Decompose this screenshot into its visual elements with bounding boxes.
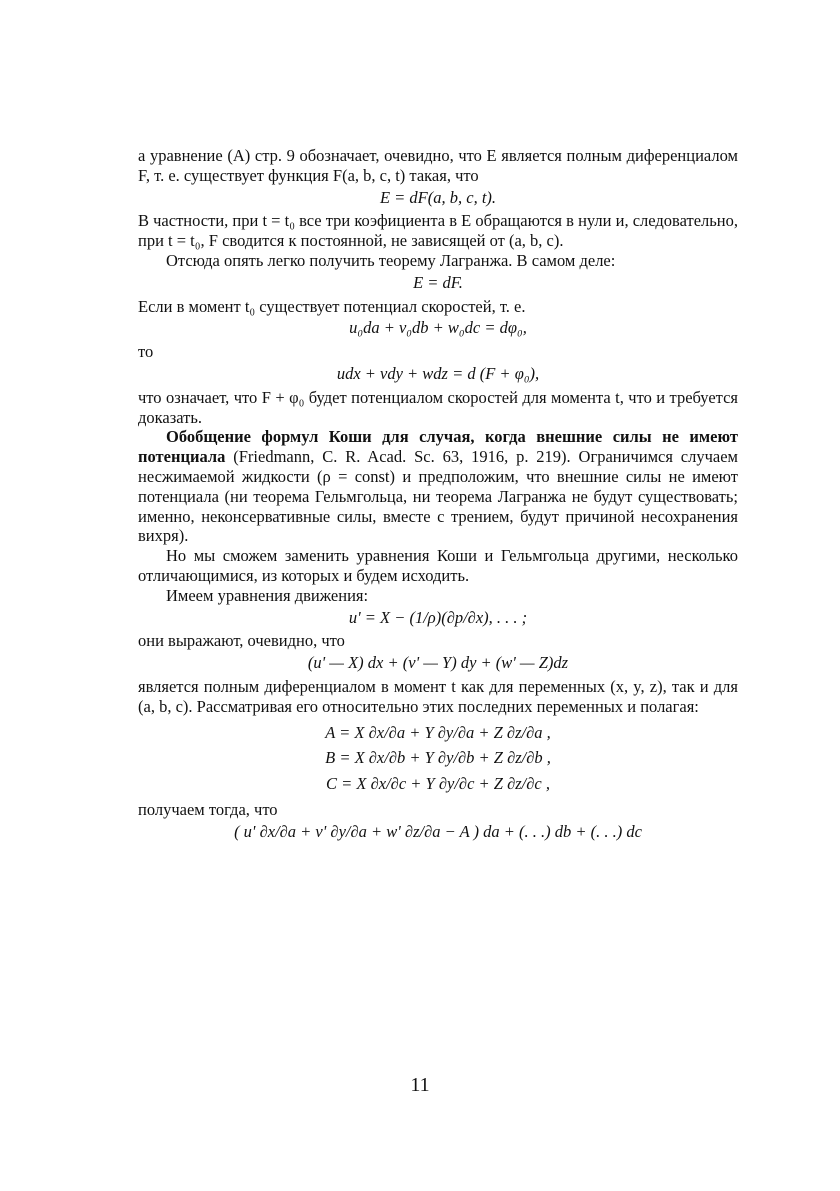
page-number: 11 xyxy=(410,1074,430,1096)
formula-a: A = X ∂x/∂a + Y ∂y/∂a + Z ∂z/∂a , xyxy=(325,722,551,742)
word-to: то xyxy=(138,342,154,362)
section-heading: Обобщение формул Коши для случая, когда внешние силы не имеют потенциала xyxy=(138,427,738,467)
paragraph-9: они выражают, очевидно, что xyxy=(138,631,345,651)
paragraph-6-text: (Friedmann, C. R. Acad. Sc. 63, 1916, p. 219). Ограничимся случаем несжимаемой жидкости (ρ = const) и предположим, что внешние силы не имеют потенциала (ни теорема Гельмгольца, ни теорема Лагранжа не будут существовать; именно, неконсервативные силы, вместе с трением, будут причиной несохранения вихря). xyxy=(138,447,738,546)
formula-motion: u' = X − (1/ρ)(∂p/∂x), . . . ; xyxy=(348,607,528,627)
paragraph-5: что означает, что F + φ₀ будет потенциалом скоростей для момента t, что и требуется доказать. xyxy=(138,387,738,427)
formula-potential-t0: u₀da + v₀db + w₀dc = dφ₀, xyxy=(349,318,527,338)
paragraph-8: Имеем уравнения движения: xyxy=(166,585,369,605)
paragraph-11: получаем тогда, что xyxy=(138,799,278,819)
paragraph-6 xyxy=(138,427,738,546)
formula-e-df: E = dF(a, b, c, t). xyxy=(379,187,497,207)
paragraph-3: Отсюда опять легко получить теорему Лагранжа. В самом деле: xyxy=(166,250,616,270)
paragraph-1: а уравнение (A) стр. 9 обозначает, очевидно, что E является полным диференциалом F, т. е. существует функция F(a, b, c, t) такая, что xyxy=(138,146,738,185)
formula-e-equals-df: E = dF. xyxy=(413,272,463,292)
paragraph-10: является полным диференциалом в момент t как для переменных (x, y, z), так и для (a, b, c). Рассматривая его относительно этих последних переменных и полагая: xyxy=(138,676,738,716)
paragraph-7: Но мы сможем заменить уравнения Коши и Гельмгольца другими, несколько отличающимися, из которых и будем исходить. xyxy=(138,546,738,585)
paragraph-2: В частности, при t = t₀ все три коэфициента в E обращаются в нули и, следовательно, при t = t₀, F сводится к постоянной, не зависящей от (a, b, c). xyxy=(138,211,738,251)
formula-c: C = X ∂x/∂c + Y ∂y/∂c + Z ∂z/∂c , xyxy=(326,774,550,794)
formula-final: ( u' ∂x/∂a + v' ∂y/∂a + w' ∂z/∂a − A ) da + (. . .) db + (. . .) dc xyxy=(234,821,642,841)
text-body xyxy=(138,146,738,846)
formula-differential: (u' — X) dx + (v' — Y) dy + (w' — Z)dz xyxy=(307,653,569,673)
formula-potential-t: udx + vdy + wdz = d (F + φ₀), xyxy=(336,363,540,383)
formula-b: B = X ∂x/∂b + Y ∂y/∂b + Z ∂z/∂b , xyxy=(325,748,551,768)
paragraph-4: Если в момент t₀ существует потенциал скоростей, т. е. xyxy=(138,296,526,316)
